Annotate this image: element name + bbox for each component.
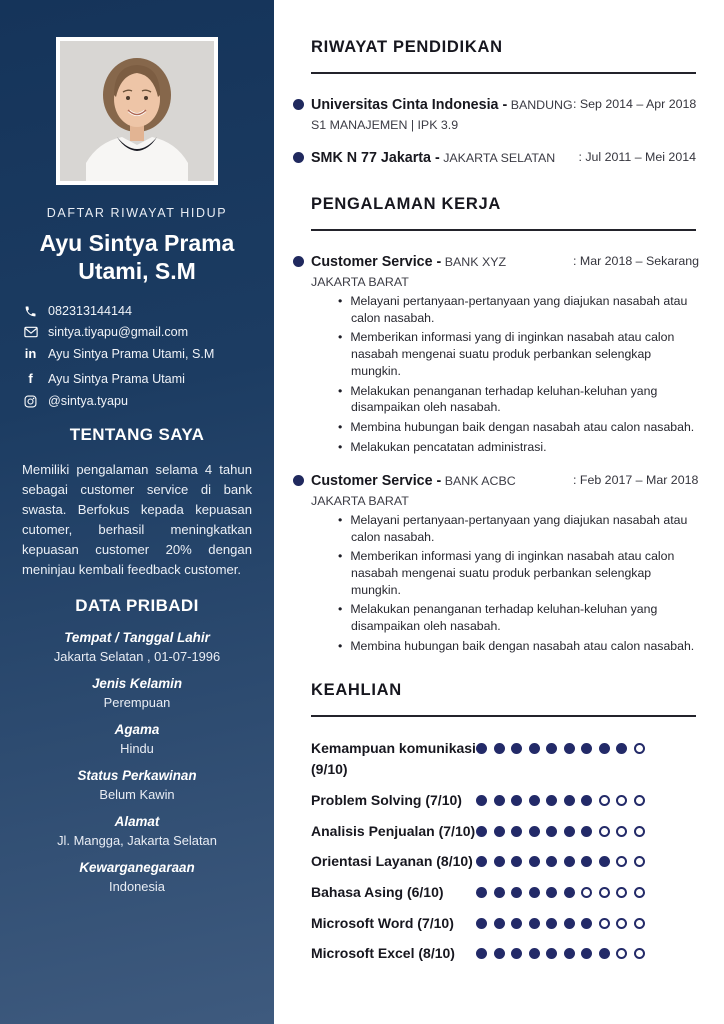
- skill-label: Orientasi Layanan (8/10): [311, 853, 473, 870]
- skill-dot-filled: [476, 948, 487, 959]
- skill-dot-filled: [599, 743, 610, 754]
- skill-dot-filled: [494, 948, 505, 959]
- skills-title: KEAHLIAN: [311, 680, 402, 699]
- skill-dot-empty: [599, 918, 610, 929]
- experience-title: PENGALAMAN KERJA: [311, 195, 501, 214]
- skill-dot-filled: [476, 918, 487, 929]
- skill-rating: [476, 738, 645, 781]
- education-section: [311, 38, 696, 169]
- skill-dot-filled: [581, 918, 592, 929]
- duty-item: • Melayani pertanyaan-pertanyaan yang diajukan nasabah atau calon nasabah.: [338, 293, 696, 326]
- skill-dot-filled: [511, 918, 522, 929]
- personal-data-title: DATA PRIBADI: [75, 596, 199, 616]
- skill-label: Microsoft Word (7/10): [311, 914, 454, 931]
- skill-dot-empty: [634, 743, 645, 754]
- skill-row: [311, 738, 696, 781]
- skill-label: Problem Solving (7/10): [311, 791, 462, 808]
- education-item: [311, 95, 696, 135]
- skill-dot-filled: [511, 795, 522, 806]
- education-item: [311, 148, 696, 169]
- profile-photo-illustration: [60, 41, 214, 181]
- skill-dot-filled: [529, 743, 540, 754]
- skill-dot-filled: [546, 887, 557, 898]
- skill-dot-empty: [634, 948, 645, 959]
- skill-dot-empty: [634, 856, 645, 867]
- skill-dot-filled: [546, 918, 557, 929]
- skill-dot-empty: [616, 826, 627, 837]
- job-date: : Feb 2017 – Mar 2018: [573, 473, 699, 488]
- duty-item: • Melakukan pencatatan administrasi.: [338, 439, 696, 456]
- skill-dot-filled: [494, 795, 505, 806]
- section-divider: [311, 229, 696, 231]
- skill-row: [311, 790, 696, 812]
- facebook-handle: Ayu Sintya Prama Utami: [48, 371, 185, 386]
- skill-row: [311, 913, 696, 935]
- job-location: JAKARTA BARAT: [311, 274, 409, 289]
- education-date: : Jul 2011 – Mei 2014: [578, 150, 696, 165]
- duty-item: • Memberikan informasi yang di inginkan nasabah atau calon nasabah mengenai suatu produk perbankan selengkap mungkin.: [338, 548, 696, 598]
- skill-dot-empty: [599, 887, 610, 898]
- linkedin-icon: in: [24, 346, 37, 362]
- about-body: Memiliki pengalaman selama 4 tahun sebagai customer service di bank swasta. Berfokus kepada kepuasan cutomer, berhasil meningkatkan kepuasan customer 20% dengan meninjau kembali feedback customer.: [22, 462, 252, 577]
- field-value: Belum Kawin: [99, 787, 175, 803]
- contact-linkedin: [22, 345, 258, 363]
- main-column: [274, 0, 724, 1024]
- job-company: BANK ACBC: [444, 474, 516, 489]
- duty-item: • Melakukan penanganan terhadap keluhan-keluhan yang disampaikan oleh nasabah.: [338, 383, 696, 416]
- skill-dot-filled: [476, 856, 487, 867]
- email-icon: [22, 326, 39, 338]
- about-title: TENTANG SAYA: [69, 425, 205, 445]
- field-value: Jl. Mangga, Jakarta Selatan: [57, 833, 217, 849]
- skill-dot-filled: [511, 743, 522, 754]
- skill-dot-empty: [616, 948, 627, 959]
- section-divider: [311, 72, 696, 74]
- school-location: JAKARTA SELATAN: [443, 151, 556, 166]
- field-nationality: [0, 860, 274, 894]
- experience-item: [311, 471, 699, 654]
- skill-rating: [476, 913, 645, 935]
- education-date: : Sep 2014 – Apr 2018: [573, 97, 697, 111]
- skill-row: [311, 821, 696, 843]
- skill-dot-filled: [546, 795, 557, 806]
- phone-number: 082313144144: [48, 304, 133, 319]
- email-address: sintya.tiyapu@gmail.com: [48, 324, 189, 339]
- skill-dot-filled: [581, 856, 592, 867]
- skill-label: Kemampuan komunikasi (9/10): [311, 739, 476, 778]
- skill-row: [311, 943, 696, 965]
- skills-section: [311, 681, 696, 966]
- skill-dot-filled: [494, 887, 505, 898]
- skill-dot-filled: [599, 856, 610, 867]
- skill-dot-empty: [634, 918, 645, 929]
- linkedin-handle: Ayu Sintya Prama Utami, S.M: [48, 347, 215, 362]
- duty-item: • Melakukan penanganan terhadap keluhan-keluhan yang disampaikan oleh nasabah.: [338, 601, 696, 634]
- skill-label: Analisis Penjualan (7/10): [311, 822, 476, 839]
- skill-dot-filled: [529, 826, 540, 837]
- skill-dot-empty: [616, 795, 627, 806]
- field-label: Tempat / Tanggal Lahir: [64, 630, 210, 646]
- skill-dot-filled: [494, 918, 505, 929]
- skill-dot-filled: [511, 887, 522, 898]
- skill-rating: [476, 790, 645, 812]
- phone-icon: [22, 305, 39, 318]
- skill-dot-filled: [511, 826, 522, 837]
- job-duties: [338, 293, 696, 455]
- skill-dot-filled: [546, 948, 557, 959]
- skill-dot-filled: [581, 826, 592, 837]
- job-location: JAKARTA BARAT: [311, 493, 409, 508]
- skill-row: [311, 882, 696, 904]
- skill-rating: [476, 882, 645, 904]
- field-label: Agama: [114, 722, 160, 738]
- contact-instagram: [22, 394, 258, 408]
- field-label: Status Perkawinan: [77, 768, 197, 784]
- duty-item: • Melayani pertanyaan-pertanyaan yang diajukan nasabah atau calon nasabah.: [338, 512, 696, 545]
- skill-dot-filled: [564, 918, 575, 929]
- skill-dot-empty: [599, 826, 610, 837]
- field-label: Kewarganegaraan: [79, 860, 195, 876]
- skill-label: Microsoft Excel (8/10): [311, 945, 455, 962]
- contact-facebook: [22, 370, 258, 388]
- skill-dot-empty: [616, 856, 627, 867]
- job-role: Customer Service -: [311, 473, 442, 490]
- skill-dot-filled: [476, 826, 487, 837]
- duty-item: • Membina hubungan baik dengan nasabah atau calon nasabah.: [338, 638, 696, 655]
- contact-phone: [22, 304, 258, 318]
- skill-dot-filled: [581, 743, 592, 754]
- skill-dot-filled: [476, 743, 487, 754]
- skill-dot-filled: [529, 795, 540, 806]
- skill-dot-filled: [564, 887, 575, 898]
- job-duties: [338, 512, 696, 655]
- instagram-icon: [22, 395, 39, 408]
- school-detail: S1 MANAJEMEN | IPK 3.9: [311, 118, 459, 133]
- skill-dot-filled: [511, 948, 522, 959]
- experience-item: [311, 252, 700, 455]
- skill-dot-empty: [634, 887, 645, 898]
- skill-rating: [476, 821, 645, 843]
- field-marital-status: [0, 768, 274, 802]
- skill-dot-empty: [634, 795, 645, 806]
- skill-dot-filled: [546, 743, 557, 754]
- person-name: Ayu Sintya Prama Utami, S.M: [39, 230, 235, 285]
- bullet-icon: [293, 99, 304, 110]
- skill-dot-empty: [581, 887, 592, 898]
- personal-data-fields: [0, 630, 274, 894]
- skill-dot-filled: [564, 795, 575, 806]
- skill-dot-filled: [476, 795, 487, 806]
- skill-dot-empty: [616, 918, 627, 929]
- experience-section: [311, 195, 700, 654]
- school-name: SMK N 77 Jakarta -: [311, 150, 440, 167]
- job-date: : Mar 2018 – Sekarang: [573, 254, 700, 269]
- skill-dot-filled: [564, 826, 575, 837]
- field-gender: [0, 676, 274, 710]
- facebook-icon: f: [28, 370, 33, 386]
- field-address: [0, 814, 274, 848]
- bullet-icon: [293, 256, 304, 267]
- duty-item: • Memberikan informasi yang di inginkan nasabah atau calon nasabah mengenai suatu produk perbankan selengkap mungkin.: [338, 329, 696, 379]
- skill-dot-empty: [599, 795, 610, 806]
- section-divider: [311, 715, 696, 717]
- skill-dot-filled: [581, 795, 592, 806]
- contact-list: [22, 304, 258, 408]
- profile-photo: [56, 37, 218, 185]
- field-value: Indonesia: [109, 879, 165, 895]
- contact-email: [22, 325, 258, 339]
- skill-dot-filled: [494, 743, 505, 754]
- skill-dot-filled: [494, 826, 505, 837]
- skill-dot-filled: [529, 948, 540, 959]
- field-religion: [0, 722, 274, 756]
- skill-dot-filled: [476, 887, 487, 898]
- skill-dot-filled: [616, 743, 627, 754]
- skill-dot-empty: [616, 887, 627, 898]
- education-title: RIWAYAT PENDIDIKAN: [311, 38, 503, 56]
- skill-dot-filled: [529, 918, 540, 929]
- sidebar: [0, 0, 274, 1024]
- duty-item: • Membina hubungan baik dengan nasabah atau calon nasabah.: [338, 419, 696, 436]
- skill-row: [311, 851, 696, 873]
- skill-dot-filled: [564, 856, 575, 867]
- skill-dot-filled: [546, 826, 557, 837]
- field-label: Alamat: [114, 814, 160, 830]
- job-role: Customer Service -: [311, 254, 442, 271]
- skill-dot-filled: [599, 948, 610, 959]
- skill-label: Bahasa Asing (6/10): [311, 884, 444, 901]
- bullet-icon: [293, 475, 304, 486]
- skill-dot-filled: [529, 856, 540, 867]
- bullet-icon: [293, 152, 304, 163]
- field-value: Hindu: [120, 741, 154, 757]
- field-birth: [0, 630, 274, 664]
- skill-dot-filled: [564, 743, 575, 754]
- skill-dot-filled: [494, 856, 505, 867]
- field-value: Perempuan: [103, 695, 171, 711]
- field-label: Jenis Kelamin: [91, 676, 183, 692]
- skill-rating: [476, 943, 645, 965]
- instagram-handle: @sintya.tyapu: [48, 394, 128, 409]
- skill-dot-filled: [564, 948, 575, 959]
- field-value: Jakarta Selatan , 01-07-1996: [53, 649, 221, 665]
- skill-dot-empty: [634, 826, 645, 837]
- skill-rating: [476, 851, 645, 873]
- skill-dot-filled: [529, 887, 540, 898]
- skill-dot-filled: [581, 948, 592, 959]
- school-name: Universitas Cinta Indonesia -: [311, 97, 508, 113]
- school-location: BANDUNG: [510, 98, 573, 112]
- cv-label: DAFTAR RIWAYAT HIDUP: [46, 206, 228, 220]
- skill-dot-filled: [511, 856, 522, 867]
- skill-dot-filled: [546, 856, 557, 867]
- job-company: BANK XYZ: [444, 255, 507, 270]
